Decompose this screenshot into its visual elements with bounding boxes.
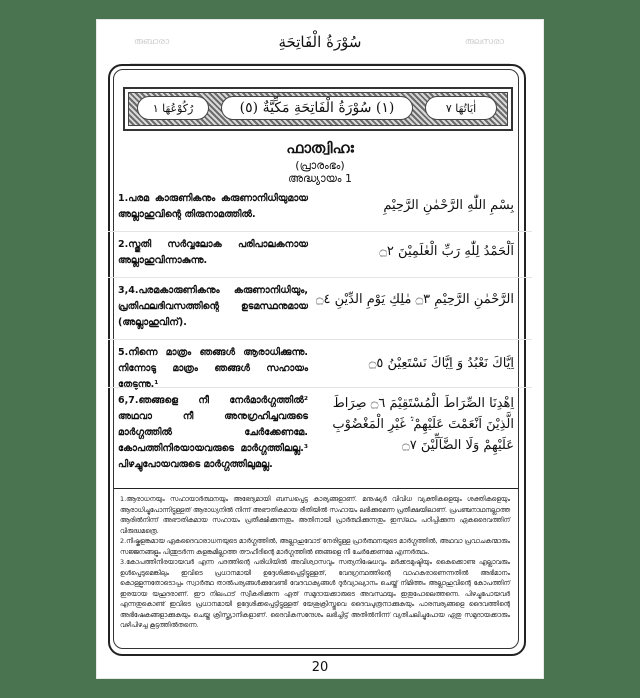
- verse-translation: 1.പരമ കാരുണികനും കരുണാനിധിയുമായ അല്ലാഹുവിന്റെ തിരുനാമത്തിൽ.: [118, 193, 308, 220]
- page-number: 20: [311, 660, 329, 675]
- bleed-through-text-right: രുലസരാ: [464, 37, 504, 47]
- verse-arabic: اَلْحَمْدُ لِلّٰهِ رَبِّ الْعٰلَمِيْنَ ۝٢: [379, 244, 514, 259]
- footnote-3: 3.കോപത്തിനിരയായവർ എന്ന പദത്തിന്റെ പരിധിയിൽ അവിശ്വാസവും സത്യനിഷേധവും മർക്കടമുഷ്ടിയും കൈക്കൊണ്ട എല്ലാവരും ഉൾപ്പെടുമെങ്കിലും ഇവിടെ പ്രധാനമായി ഉദ്ദേശിക്കപ്പെട്ടിട്ടുള്ളത്, വേദഗ്രന്ഥത്തിന്റെ വാഹകരാണെന്നതിൽ അഭിമാനം കൊള്ളുന്നതോടൊപ്പം സ്വാർത്ഥ താൽപര്യങ്ങൾക്കുവേണ്ടി വേദവാക്യങ്ങൾ ദുർവ്യാഖ്യാനം ചെയ്ത് നിമിത്തം അല്ലാഹുവിന്റെ കോപത്തിന് ഇരയായ യഹൂദരാണ്. ഈ നിലപാട് സ്വീകരിക്കുന്ന ഏത് സമുദായക്കാരുടെ അവസ്ഥയും ഇതുപോലെത്തന്നെ. പിഴച്ചുപോയവർ എന്നതുകൊണ്ട് ഇവിടെ പ്രധാനമായി ഉദ്ദേശിക്കപ്പെട്ടിട്ടുള്ളത് യേശുക്രിസ്തുവെ ദൈവപുത്രനാക്കുകയും പാരമ്പര്യങ്ങളെ ദൈവത്തിന്റെ അഭിഷേകങ്ങളാക്കുകയും ചെയ്ത ക്രിസ്ത്യാനികളാണ്. ദൈവികസന്ദേശം ലഭിച്ചിട്ട് അതിൽനിന്ന് വ്യതിചലിച്ചുപോയ ഏതു സമുദായക്കാരും വഴിപിഴച്ച കൂട്ടത്തിൽതന്നെ.: [120, 558, 510, 629]
- ayat-count-cartouche: اٰيَاتُهَا ٧: [425, 96, 497, 120]
- verse-arabic: اِهْدِنَا الصِّرَاطَ الْمُسْتَقِيْمَ ۝٦ صِرَاطَ الَّذِيْنَ اَنْعَمْتَ عَلَيْهِمْ ۙ۬ غَيْرِ الْمَغْضُوْبِ عَلَيْهِمْ وَلَا الضَّآلِّيْنَ ۝٧: [332, 396, 514, 453]
- chapter-title: ഫാത്വിഹഃ: [286, 139, 354, 157]
- footnotes-section: [120, 494, 510, 631]
- chapter-subtitle: (പ്രാരംഭം): [295, 159, 345, 172]
- surah-ornamental-banner: [123, 87, 513, 131]
- chapter-number-label: അദ്ധ്യായം 1: [288, 172, 352, 185]
- verse-arabic: بِسْمِ اللّٰهِ الرَّحْمٰنِ الرَّحِيْمِ: [383, 198, 514, 213]
- surah-name-cartouche: (١) سُوْرَةُ الْفَاتِحَةِ مَكِّيَّةٌ (٥): [221, 96, 413, 120]
- running-head-surah-title: سُوْرَةُ الْفَاتِحَةِ: [278, 33, 362, 51]
- verse-arabic: الرَّحْمٰنِ الرَّحِيْمِ ۝٣ مٰلِكِ يَوْمِ الدِّيْنِ ۝٤: [315, 292, 514, 307]
- footnote-1: 1.ആരാധനയും സഹായാർത്ഥനയും അഭേദ്യമായി ബന്ധപ്പെട്ട കാര്യങ്ങളാണ്. മനുഷ്യർ വിവിധ വ്യക്തികളെയും ശക്തികളെയും ആരാധിച്ചുപോന്നിട്ടുള്ളത് ആരാധ്യനിൽ നിന്ന് അഭൗതികമായ രീതിയിൽ സഹായം ലഭിക്കുമെന്ന പ്രതീക്ഷയിലാണ്. പ്രപഞ്ചനാഥനല്ലാത്ത ആരിൽനിന്ന് അഭൗതികമായ സഹായം പ്രതീക്ഷിക്കുന്നതും അതിനായി പ്രാർത്ഥിക്കുന്നതും ഇസ്‌ലാം പഠിപ്പിക്കുന്ന ഏകദൈവത്തിന് വിരുദ്ധമത്രെ.: [120, 495, 510, 535]
- verse-translation: 3,4.പരമകാരുണികനും കരുണാനിധിയും, പ്രതിഫലദിവസത്തിന്റെ ഉടമസ്ഥനുമായ (അല്ലാഹുവിന്).: [118, 285, 308, 328]
- running-head: [96, 33, 544, 55]
- footnote-separator: [114, 488, 518, 489]
- verse-divider: [108, 339, 532, 340]
- book-page: [96, 19, 544, 679]
- footnote-2: 2.നിഷ്കളങ്കമായ ഏകദൈവാരാധനയുടെ മാർഗ്ഗത്തിൽ, അല്ലാഹുവോട് നേരിട്ടുള്ള പ്രാർത്ഥനയുടെ മാർഗ്ഗത്തിൽ, അഥവാ പ്രവാചകന്മാരും സജ്ജനങ്ങളും പിന്തുടർന്ന കളങ്കമില്ലാത്ത തൗഹീദിന്റെ മാർഗ്ഗത്തിൽ ഞങ്ങളെ നീ ചേർക്കേണമേ എന്നർത്ഥം.: [120, 537, 510, 556]
- verse-translation: 6,7.ഞങ്ങളെ നീ നേർമാർഗ്ഗത്തിൽ² അഥവാ നീ അനുഗ്രഹിച്ചവരുടെ മാർഗ്ഗത്തിൽ ചേർക്കേണമേ. കോപത്തിനിരയായവരുടെ മാർഗ്ഗത്തിലല്ല.³ പിഴച്ചുപോയവരുടെ മാർഗ്ഗത്തിലുമല്ല.: [118, 395, 308, 470]
- verse-translation: 5.നിന്നെ മാത്രം ഞങ്ങൾ ആരാധിക്കുന്നു. നിന്നോടു മാത്രം ഞങ്ങൾ സഹായം തേടുന്നു.¹: [118, 347, 308, 390]
- bleed-through-text-left: രുബാരാ: [134, 37, 170, 47]
- verse-divider: [108, 231, 532, 232]
- verse-translation: 2.സ്തുതി സർവ്വലോക പരിപാലകനായ അല്ലാഹുവിന്നാകുന്നു.: [118, 239, 308, 266]
- verse-divider: [108, 387, 532, 388]
- ruku-count-cartouche: رُكُوْعُهَا ١: [137, 96, 209, 120]
- verse-arabic: اِيَّاكَ نَعْبُدُ وَ اِيَّاكَ نَسْتَعِيْنُ ۝٥: [368, 356, 514, 371]
- chapter-subtitle-block: [96, 159, 544, 185]
- verse-divider: [108, 277, 532, 278]
